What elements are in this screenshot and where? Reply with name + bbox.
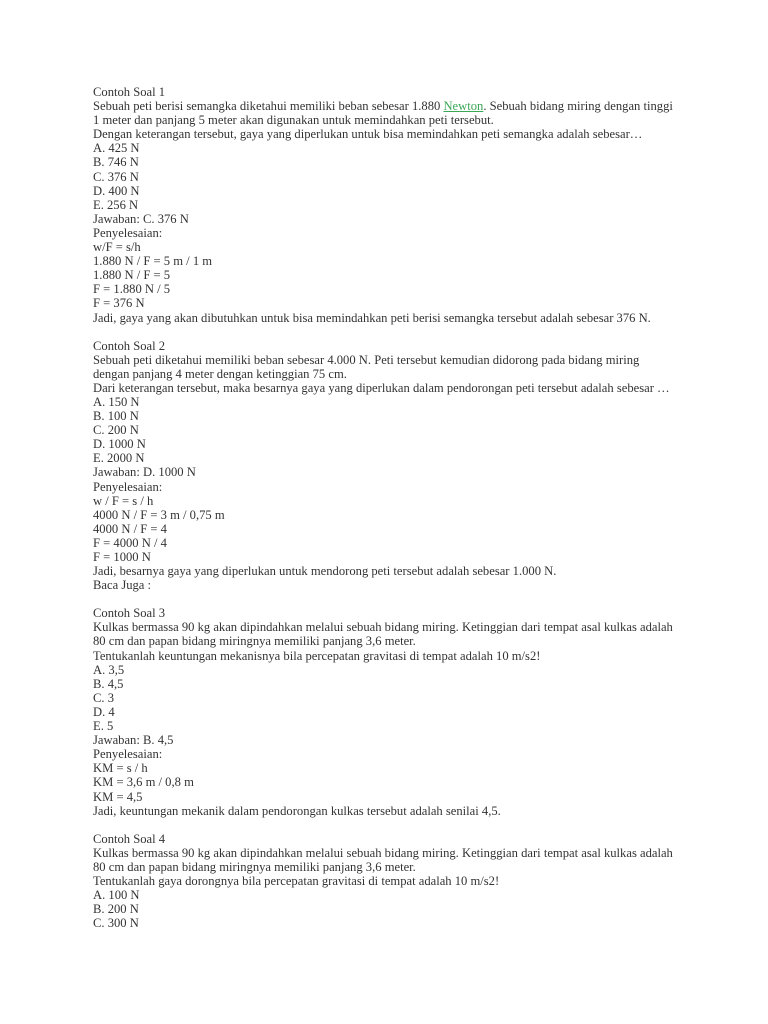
solution-step: F = 4000 N / 4: [93, 535, 167, 550]
read-also-label: Baca Juga :: [93, 578, 152, 593]
solution-step: KM = s / h: [93, 761, 148, 776]
solution-step: w / F = s / h: [93, 493, 154, 508]
answer: Jawaban: B. 4,5: [93, 733, 174, 748]
option-c: C. 300 N: [93, 916, 139, 931]
question-text: Kulkas bermassa 90 kg akan dipindahkan melalui sebuah bidang miring. Ketinggian dari tempat asal kulkas adalah 80 cm dan papan bidang miringnya memiliki panjang 3,6 meter.: [93, 620, 673, 649]
question-prompt: Tentukanlah gaya dorongnya bila percepatan gravitasi di tempat adalah 10 m/s2!: [93, 873, 500, 888]
example-title: Contoh Soal 4: [93, 831, 166, 846]
option-d: D. 1000 N: [93, 437, 146, 452]
option-b: B. 4,5: [93, 676, 124, 691]
answer: Jawaban: D. 1000 N: [93, 465, 196, 480]
option-a: A. 100 N: [93, 888, 140, 903]
question-text-start: Sebuah peti berisi semangka diketahui memiliki beban sebesar 1.880: [93, 99, 444, 114]
answer: Jawaban: C. 376 N: [93, 211, 189, 226]
example-4: [93, 832, 678, 931]
solution-label: Penyelesaian:: [93, 747, 163, 762]
example-1: [93, 85, 678, 325]
solution-label: Penyelesaian:: [93, 225, 163, 240]
example-title: Contoh Soal 2: [93, 338, 166, 353]
solution-step: F = 376 N: [93, 296, 145, 311]
option-c: C. 376 N: [93, 169, 139, 184]
question-text: Kulkas bermassa 90 kg akan dipindahkan melalui sebuah bidang miring. Ketinggian dari tempat asal kulkas adalah 80 cm dan papan bidang miringnya memiliki panjang 3,6 meter.: [93, 845, 673, 874]
document-page: [93, 85, 678, 930]
question-prompt: Dengan keterangan tersebut, gaya yang diperlukan untuk bisa memindahkan peti semangka adalah sebesar…: [93, 127, 643, 142]
solution-step: KM = 4,5: [93, 789, 143, 804]
question-prompt: Dari keterangan tersebut, maka besarnya gaya yang diperlukan dalam pendorongan peti tersebut adalah sebesar …: [93, 380, 670, 395]
option-a: A. 425 N: [93, 141, 140, 156]
option-c: C. 3: [93, 690, 114, 705]
question-text: [93, 99, 678, 127]
option-c: C. 200 N: [93, 423, 139, 438]
solution-step: 1.880 N / F = 5 m / 1 m: [93, 254, 213, 269]
conclusion: Jadi, besarnya gaya yang diperlukan untuk mendorong peti tersebut adalah sebesar 1.000 N.: [93, 564, 557, 579]
example-2: [93, 339, 678, 593]
solution-step: 1.880 N / F = 5: [93, 268, 171, 283]
option-a: A. 150 N: [93, 394, 140, 409]
solution-step: F = 1000 N: [93, 550, 151, 564]
option-b: B. 200 N: [93, 902, 139, 917]
option-b: B. 746 N: [93, 155, 139, 170]
question-prompt: Tentukanlah keuntungan mekanisnya bila percepatan gravitasi di tempat adalah 10 m/s2!: [93, 648, 541, 663]
example-3: [93, 606, 678, 817]
solution-step: w/F = s/h: [93, 240, 141, 255]
conclusion: Jadi, gaya yang akan dibutuhkan untuk bisa memindahkan peti berisi semangka tersebut adalah sebesar 376 N.: [93, 310, 651, 325]
solution-step: 4000 N / F = 3 m / 0,75 m: [93, 507, 225, 522]
option-d: D. 400 N: [93, 183, 140, 198]
option-e: E. 2000 N: [93, 451, 145, 466]
example-title: Contoh Soal 1: [93, 85, 166, 99]
question-text: Sebuah peti diketahui memiliki beban sebesar 4.000 N. Peti tersebut kemudian didorong pada bidang miring dengan panjang 4 meter dengan ketinggian 75 cm.: [93, 352, 640, 381]
option-e: E. 5: [93, 719, 114, 734]
solution-step: KM = 3,6 m / 0,8 m: [93, 775, 194, 790]
conclusion: Jadi, keuntungan mekanik dalam pendorongan kulkas tersebut adalah senilai 4,5.: [93, 803, 501, 818]
solution-step: F = 1.880 N / 5: [93, 282, 171, 297]
option-a: A. 3,5: [93, 662, 125, 677]
solution-label: Penyelesaian:: [93, 479, 163, 494]
example-title: Contoh Soal 3: [93, 606, 166, 621]
solution-step: 4000 N / F = 4: [93, 521, 167, 536]
option-e: E. 256 N: [93, 197, 139, 212]
option-b: B. 100 N: [93, 409, 139, 424]
question-text-end: . Sebuah bidang miring dengan tinggi 1 meter dan panjang 5 meter akan digunakan untuk memindahkan peti tersebut.: [93, 99, 673, 128]
newton-link[interactable]: Newton: [443, 99, 484, 114]
option-d: D. 4: [93, 704, 115, 719]
